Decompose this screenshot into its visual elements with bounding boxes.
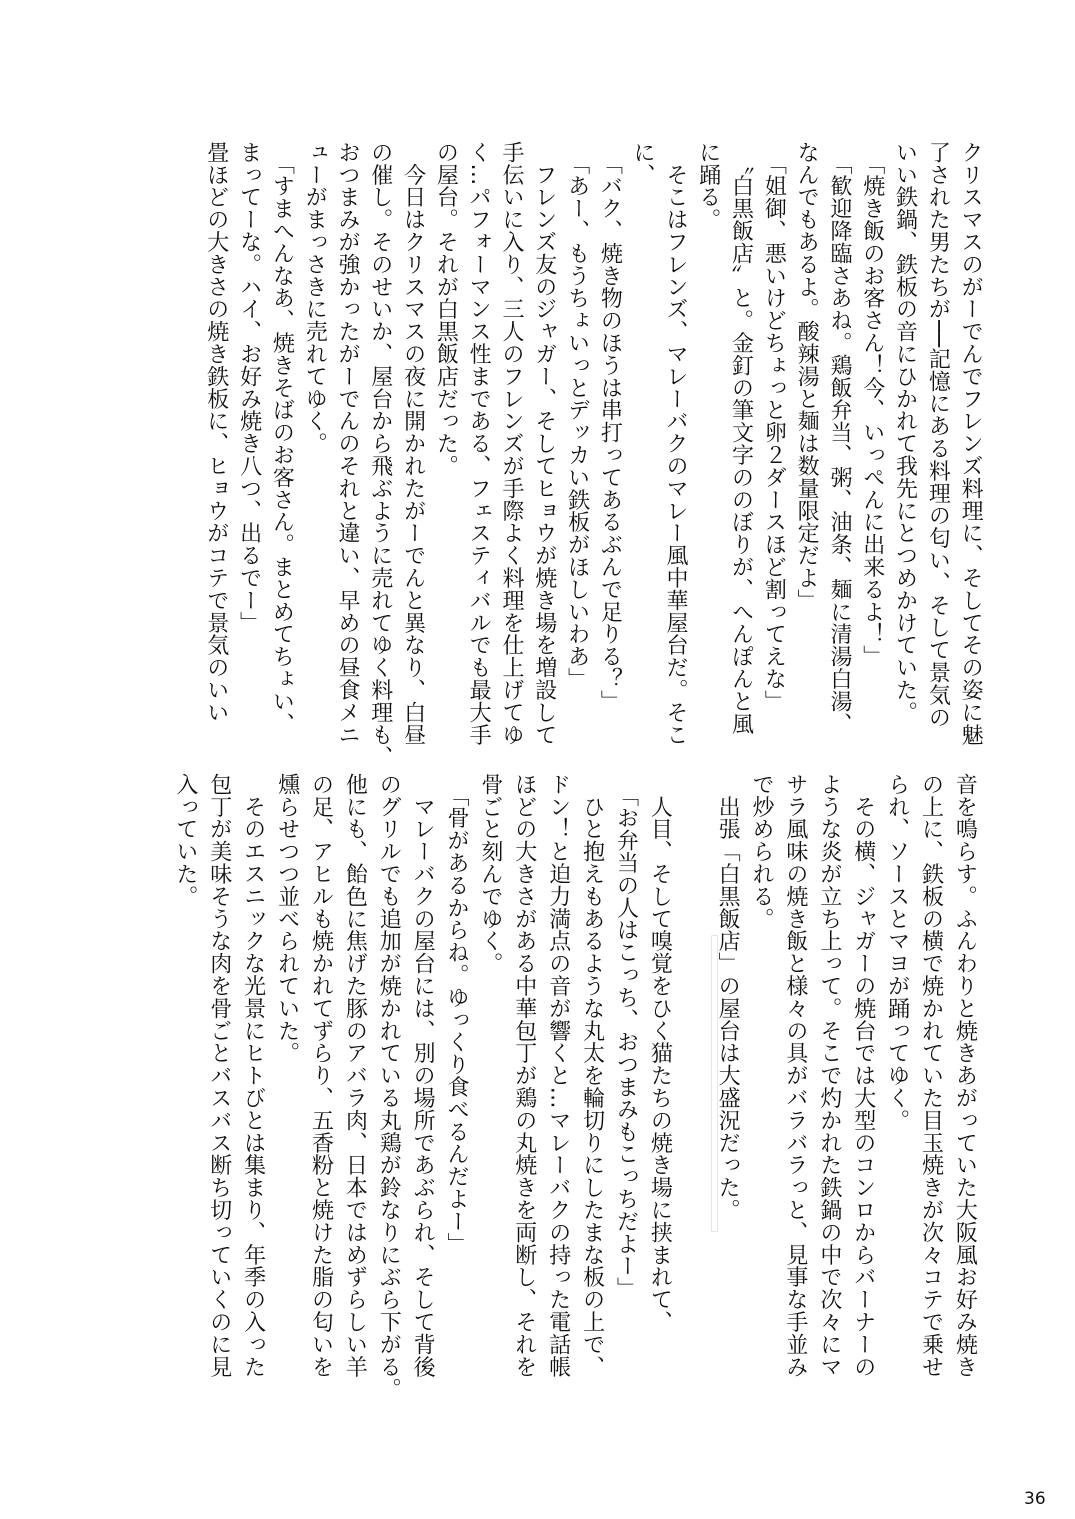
text-column: そこはフレンズ、マレーバクのマレー風中華屋台だ。そこ: [662, 141, 688, 746]
text-column: ほどの大きさがある中華包丁が鶏の丸焼きを両断し、それを: [511, 773, 537, 1378]
text-column: ひと抱えもあるような丸太を輪切りにしたまな板の上で、: [579, 773, 605, 1378]
text-column: サラ風味の焼き飯と様々の具がバラバラっと、見事な手並み: [782, 773, 808, 1378]
text-column: おつまみが強かったがーでんのそれと違い、早めの昼食メニ: [334, 141, 360, 746]
text-column: 「焼き飯のお客さん！今、いっぺんに出来るよ！」: [859, 141, 885, 668]
text-column: ような炎が立ち上って。そこで灼かれた鉄鍋の中で次々にマ: [816, 773, 842, 1378]
text-column: 人目、そして嗅覚をひく猫たちの焼き場に挟まれて、: [647, 773, 673, 1333]
text-column: 音を鳴らす。ふんわりと焼きあがっていた大阪風お好み焼き: [952, 773, 978, 1378]
lower-text-block: [168, 773, 981, 1401]
scene-divider-line: [711, 935, 718, 1232]
upper-text-block: [199, 141, 986, 769]
text-column: 「骨があるからね。ゆっくり食べるんだよー」: [444, 773, 470, 1255]
text-column: フレンズ友のジャガー、そしてヒョウが焼き場を増設して: [531, 141, 557, 746]
text-column: 「すまへんなあ、焼きそばのお客さん。まとめてちょい、: [269, 141, 295, 735]
text-column: に、: [630, 141, 656, 186]
text-column: 了された男たちが──記憶にある料理の匂い、そして景気の: [925, 141, 951, 729]
text-column: ューがまっさきに売れてゆく。: [302, 141, 328, 455]
text-column: のグリルでも追加が焼かれている丸鶏が鈴なりにぶら下がる。: [376, 773, 402, 1401]
text-column: いい鉄鍋、鉄板の音にひかれて我先にとつめかけていた。: [892, 141, 918, 724]
page-number: 36: [1024, 1489, 1046, 1509]
text-column: られ、ソースとマヨが踊ってゆく。: [884, 773, 910, 1132]
text-column: で炒められる。: [749, 773, 775, 930]
text-column: の屋台。それが白黒飯店だった。: [433, 141, 459, 477]
text-column: [676, 773, 710, 1393]
text-column: の足、アヒルも焼かれてずらり、五香粉と焼けた脂の匂いを: [308, 773, 334, 1378]
text-column: 今日はクリスマスの夜に開かれたがーでんと異なり、白昼: [400, 141, 426, 746]
text-column: の催し。そのせいか、屋台から飛ぶように売れてゆく料理も、: [367, 141, 393, 769]
text-column: ドン！と迫力満点の音が響くと…マレーバクの持った電話帳: [545, 773, 571, 1378]
text-column: 「お弁当の人はこっち、おつまみもこっちだよー」: [613, 773, 639, 1300]
text-column: その横、ジャガーの焼台では大型のコンロからバーナーの: [850, 773, 876, 1378]
text-column: く…パフォーマンス性まである、フェスティバルでも最大手: [466, 141, 492, 746]
text-column: 燻らせつつ並べられていた。: [274, 773, 300, 1065]
text-column: なんでもあるよ。酸辣湯と麺は数量限定だよ」: [794, 141, 820, 612]
text-column: 「あー、もうちょいっとデッカい鉄板がほしいわあ」: [564, 141, 590, 690]
text-column: 「バク、焼き物のほうは串打ってあるぶんで足りる？」: [597, 141, 623, 713]
text-column: 出張「白黒飯店」の屋台は大盛況だった。: [715, 773, 741, 1221]
text-column: 「歓迎降臨さあね。鶏飯弁当、粥、油条、麺に清湯白湯、: [826, 141, 852, 735]
text-column: マレーバクの屋台には、別の場所であぶられ、そして背後: [410, 773, 436, 1378]
text-column: 〝白黒飯店〟と。金釘の筆文字ののぼりが、へんぽんと風: [728, 141, 754, 735]
text-column: 畳ほどの大きさの焼き鉄板に、ヒョウがコテで景気のいい: [203, 141, 229, 724]
text-column: まってーな。ハイ、お好み焼き八つ、出るでー」: [236, 141, 262, 634]
text-column: に踊る。: [695, 141, 721, 231]
text-column: クリスマスのがーでんでフレンズ料理に、そしてその姿に魅: [958, 141, 984, 746]
text-column: 「姐御、悪いけどちょっと卵２ダースほど割ってえな」: [761, 141, 787, 713]
text-column: 他にも、飴色に焦げた豚のアバラ肉、日本ではめずらしい羊: [342, 773, 368, 1378]
text-column: 入っていた。: [172, 773, 198, 908]
text-column: 手伝いに入り、三人のフレンズが手際よく料理を仕上げてゆ: [498, 141, 524, 746]
text-column: そのエスニックな光景にヒトびとは集まり、年季の入った: [240, 773, 266, 1378]
text-column: 骨ごと刻んでゆく。: [477, 773, 503, 975]
text-column: 包丁が美味そうな肉を骨ごとバスバス断ち切っていくのに見: [206, 773, 232, 1378]
text-column: の上に、鉄板の横で焼かれていた目玉焼きが次々コテで乗せ: [918, 773, 944, 1378]
